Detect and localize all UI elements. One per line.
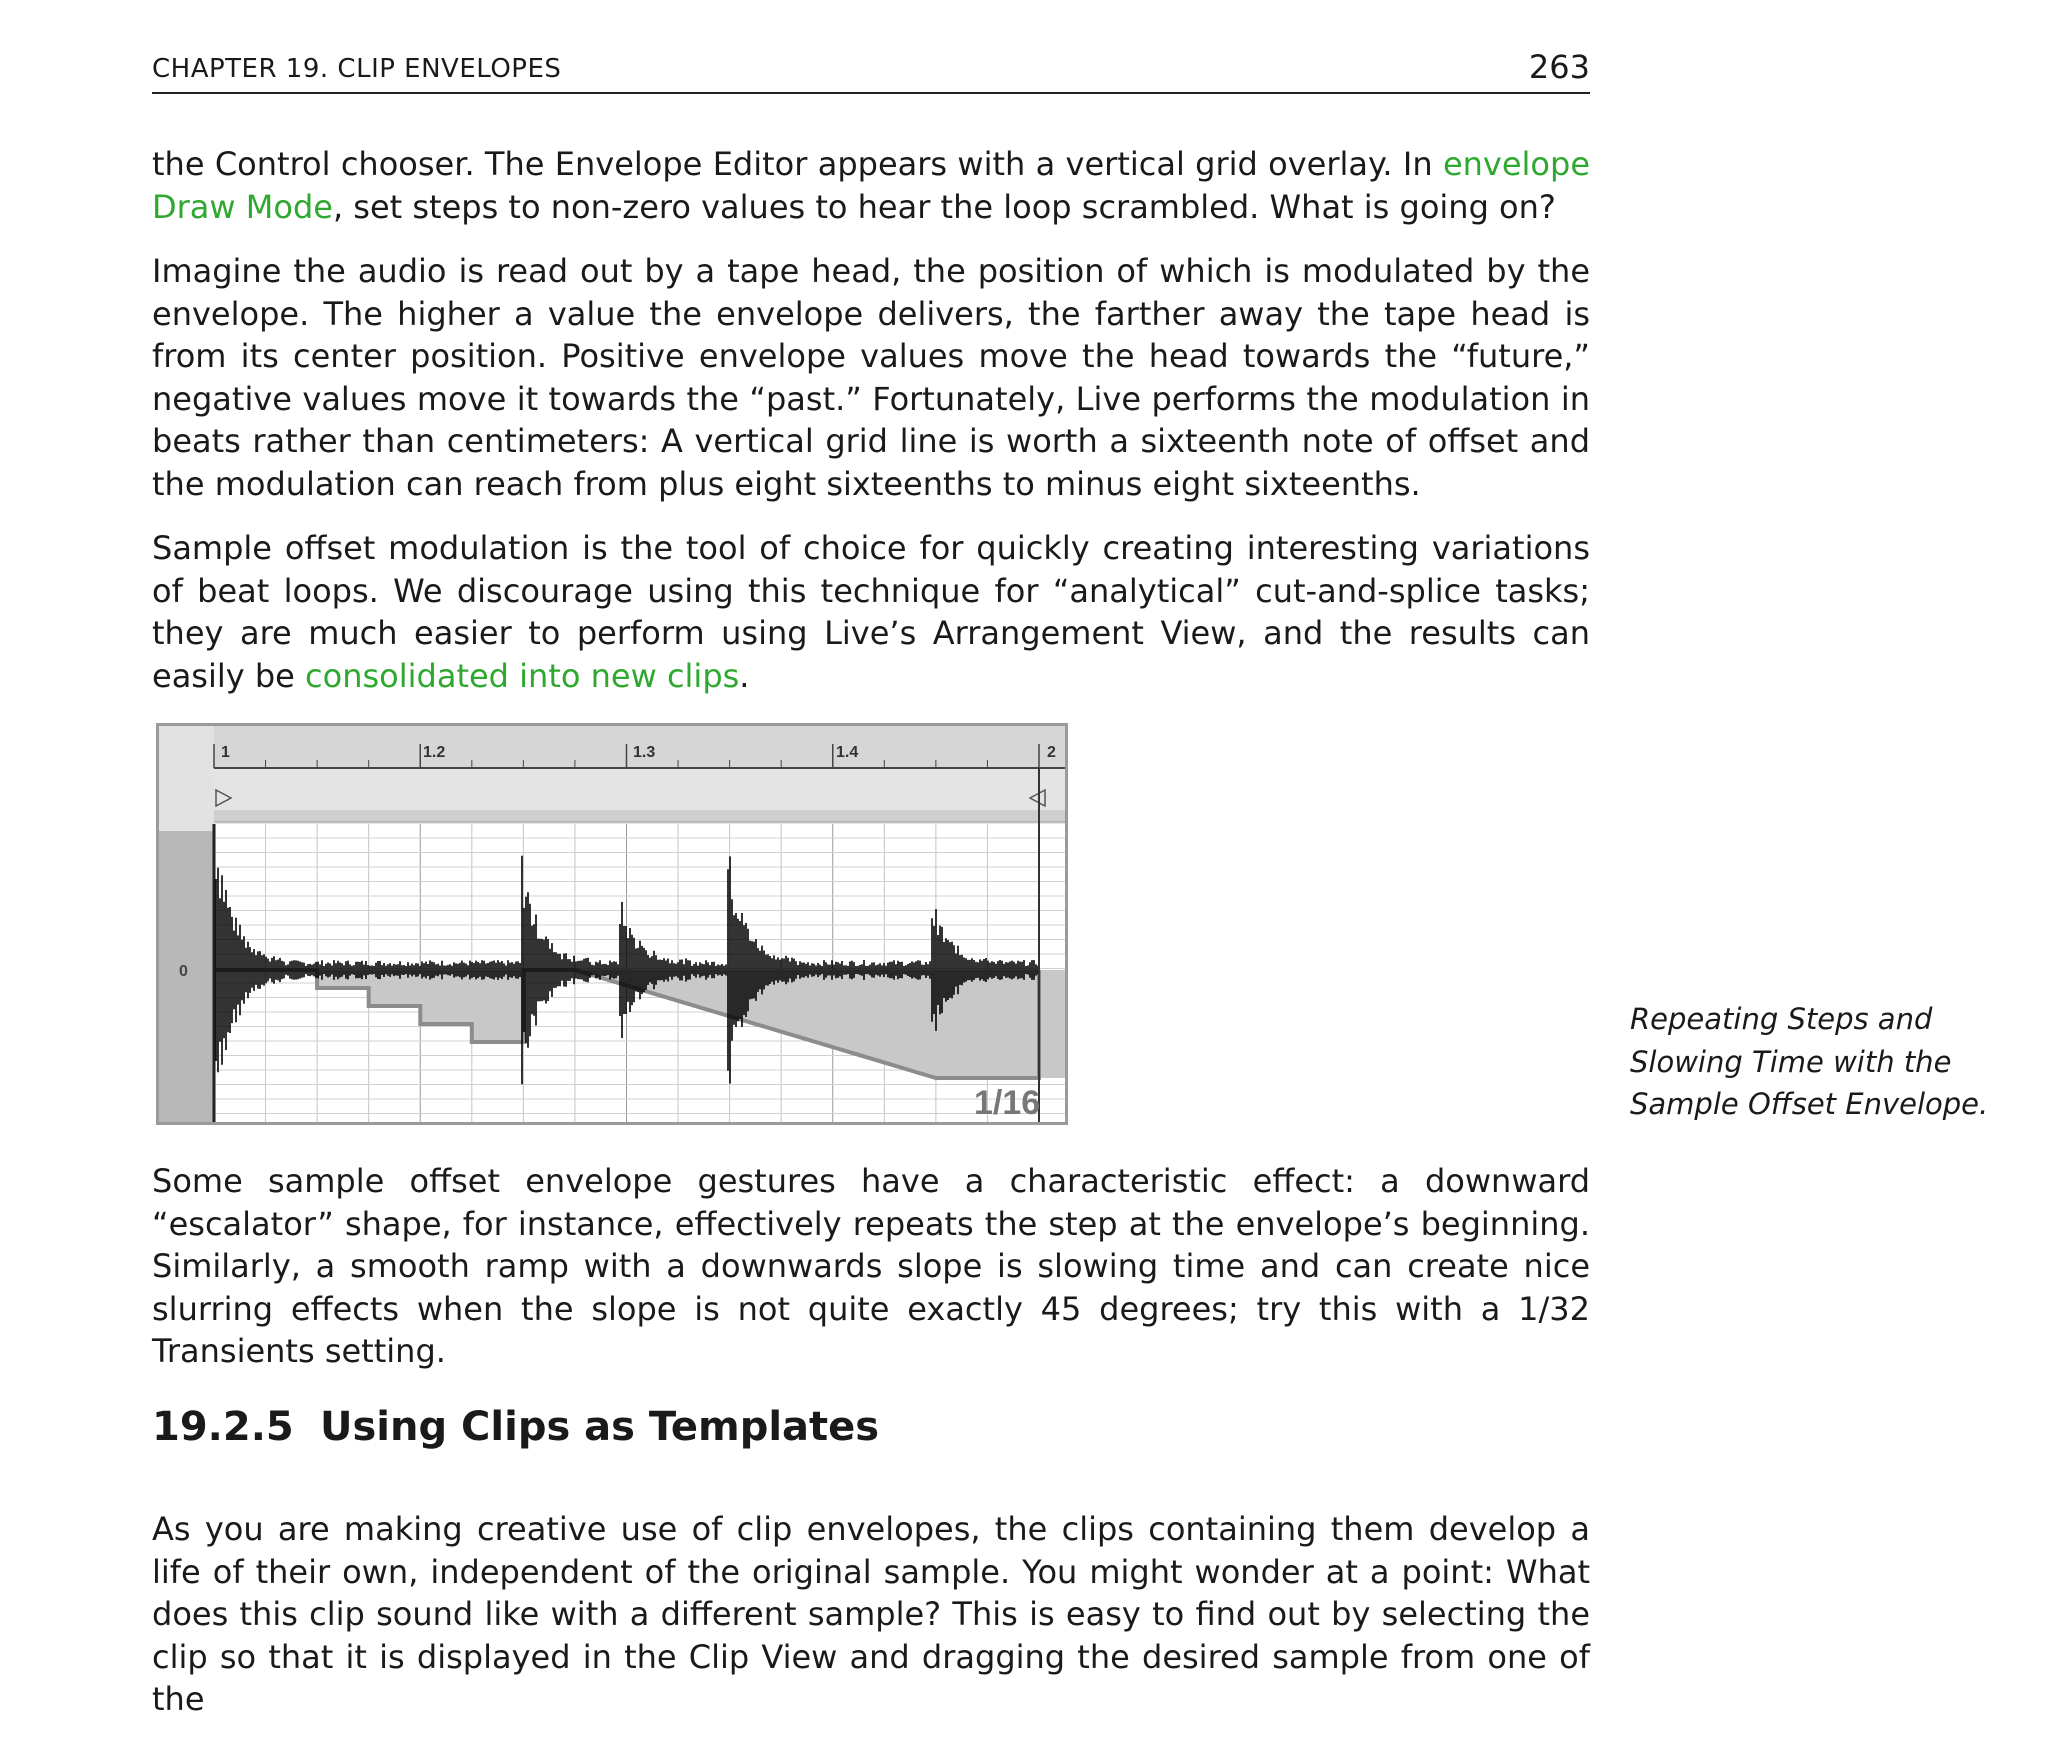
- envelope-editor-graphic: [159, 726, 1065, 1122]
- section-heading: [152, 1404, 879, 1450]
- ruler-label: 1.4: [836, 744, 859, 761]
- paragraph-4: Some sample offset envelope gestures have a characteristic effect: a downward “escalator” shape, for instance, effectively repeats the step at the envelope’s beginning. Similarly, a smooth ramp with a downwards slope is slowing time and can create nice slurring effects when the slope is not quite exactly 45 degrees; try this with a 1/32 Transients setting.: [152, 1162, 1590, 1371]
- link-envelope-draw-mode[interactable]: envelope Draw Mode: [152, 145, 1590, 226]
- ruler-label: 2: [1047, 744, 1056, 761]
- paragraph-1: the Control chooser. The Envelope Editor appears with a vertical grid overlay. In envelope Draw Mode, set steps to non-zero values to hear the loop scrambled. What is going on?: [152, 145, 1590, 226]
- section-title: Using Clips as Templates: [320, 1404, 880, 1450]
- ruler-label: 1.2: [423, 744, 446, 761]
- section-number: 19.2.5: [152, 1404, 294, 1450]
- link-consolidated-into-new-clips[interactable]: consolidated into new clips: [305, 656, 740, 695]
- loop-strip: [214, 770, 1065, 810]
- running-header: [152, 48, 1590, 94]
- zero-label: 0: [179, 963, 188, 980]
- envelope-editor-figure: [156, 723, 1068, 1125]
- envelope-fill-tail: [1039, 970, 1065, 1078]
- page-number: 263: [1528, 48, 1590, 86]
- paragraph-3: Sample offset modulation is the tool of choice for quickly creating interesting variations of beat loops. We discourage using this technique for “analytical” cut-and-splice tasks; they are much easier to perform using Live’s Arrangement View, and the results can easily be consolidated into new clips.: [152, 529, 1590, 695]
- figure-caption: Repeating Steps and Slowing Time with the Sample Offset Envelope.: [1630, 1002, 1989, 1122]
- grid-setting-label: 1/16: [974, 1084, 1041, 1122]
- ruler-label: 1: [221, 744, 230, 761]
- paragraph-2: Imagine the audio is read out by a tape head, the position of which is modulated by the envelope. The higher a value the envelope delivers, the farther away the tape head is from its center position. Positive envelope values move the head towards the “future,” negative values move it towards the “past.” Fortunately, Live performs the modulation in beats rather than centimeters: A vertical grid line is worth a sixteenth note of offset and the modulation can reach from plus eight sixteenths to minus eight sixteenths.: [152, 252, 1590, 503]
- paragraph-5: As you are making creative use of clip envelopes, the clips containing them develop a life of their own, independent of the original sample. You might wonder at a point: What does this clip sound like with a different sample? This is easy to find out by selecting the clip so that it is displayed in the Clip View and dragging the desired sample from one of the: [152, 1510, 1590, 1719]
- ruler-label: 1.3: [633, 744, 656, 761]
- chapter-title: CHAPTER 19. CLIP ENVELOPES: [152, 54, 562, 84]
